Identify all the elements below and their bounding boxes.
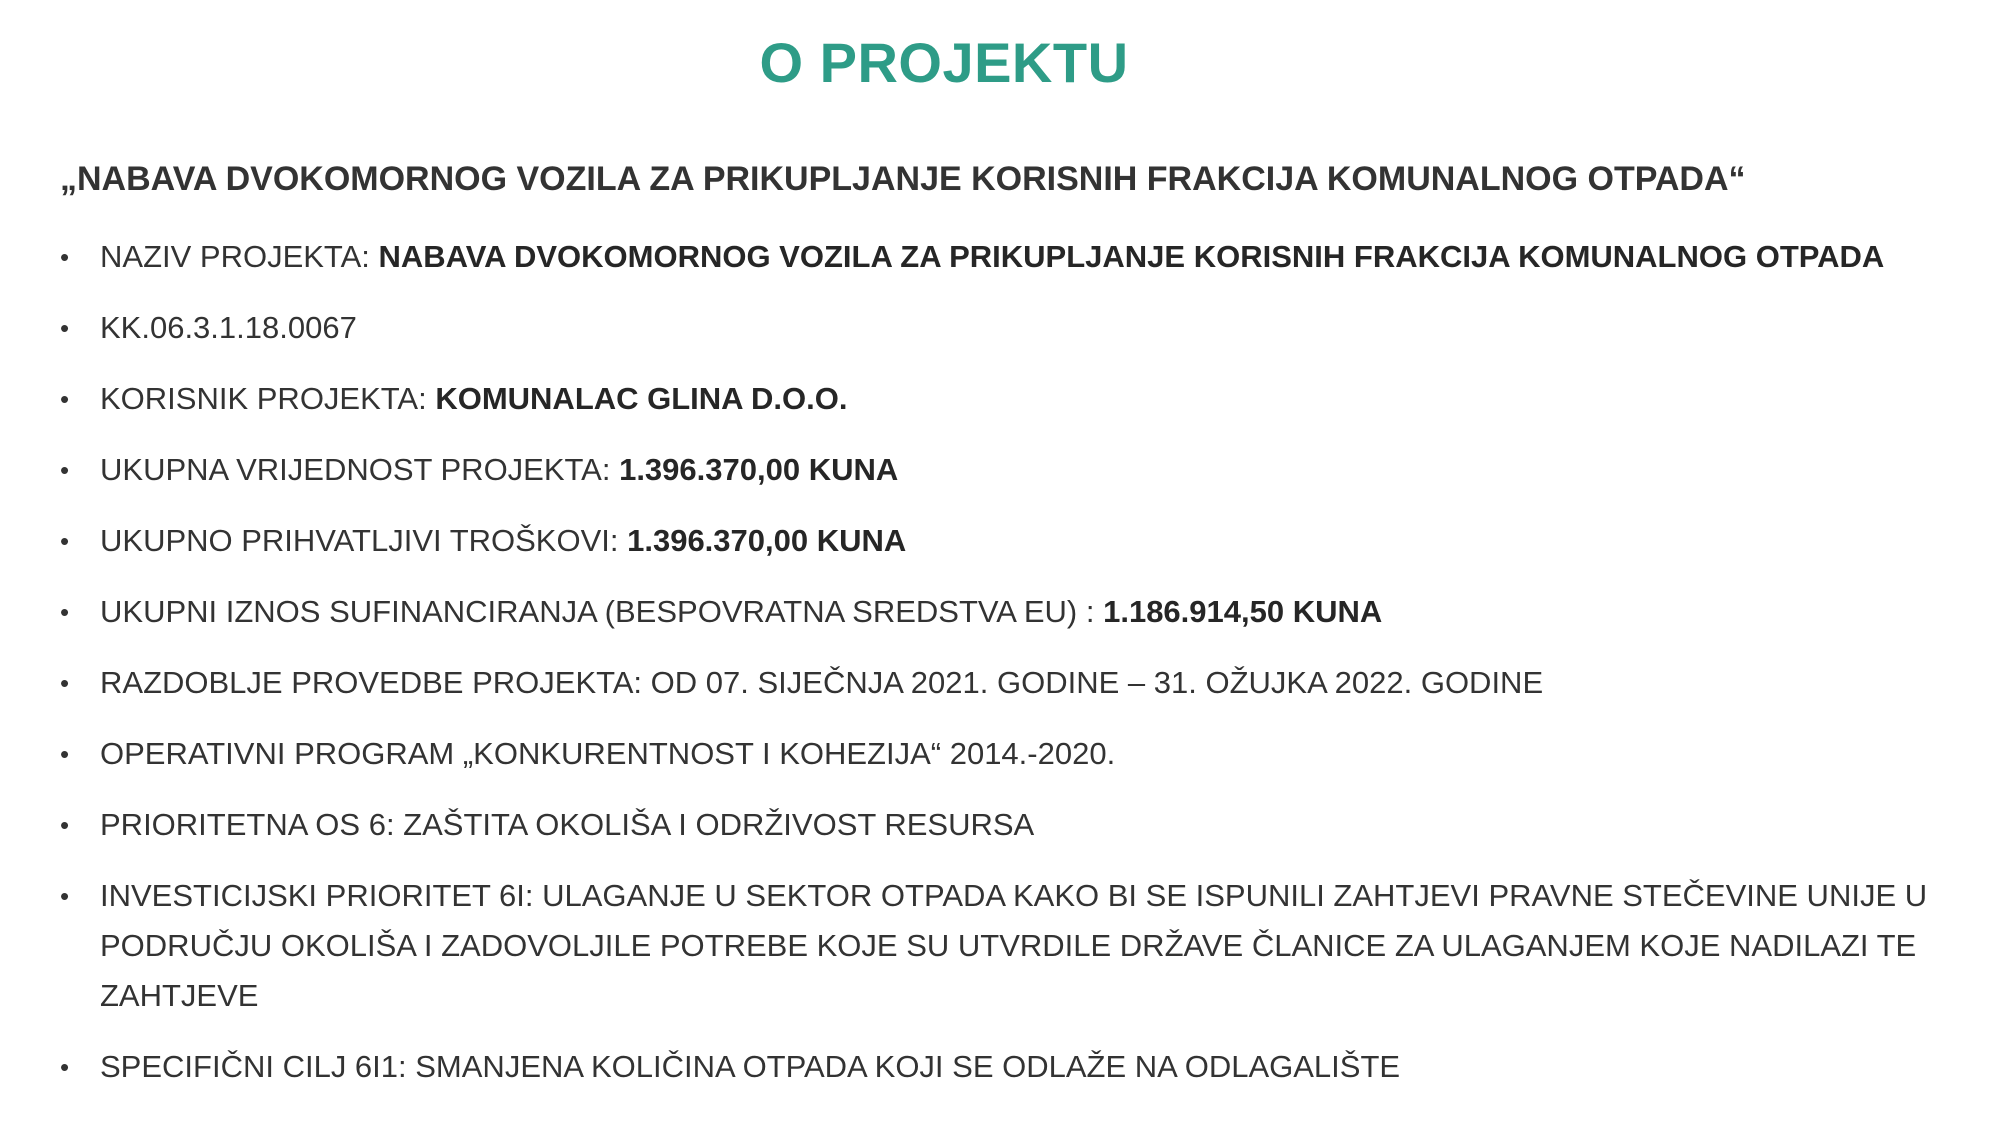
item-label: UKUPNA VRIJEDNOST PROJEKTA:: [100, 452, 620, 487]
list-item-total-value: [60, 445, 1940, 495]
bullet-icon: •: [60, 242, 70, 272]
bullet-icon: •: [60, 597, 70, 627]
list-item-operational-programme: [60, 729, 1940, 779]
item-text: RAZDOBLJE PROVEDBE PROJEKTA: OD 07. SIJEČNJA 2021. GODINE – 31. OŽUJKA 2022. GODINE: [100, 665, 1544, 700]
item-text: KK.06.3.1.18.0067: [100, 310, 357, 345]
item-text: INVESTICIJSKI PRIORITET 6I: ULAGANJE U SEKTOR OTPADA KAKO BI SE ISPUNILI ZAHTJEVI PRAVNE STEČEVINE UNIJE U PODRUČJU OKOLIŠA I ZADOVOLJILE POTREBE KOJE SU UTVRDILE DRŽAVE ČLANICE ZA ULAGANJEM KOJE NADILAZI TE ZAHTJEVE: [100, 878, 1928, 1013]
item-text: SPECIFIČNI CILJ 6I1: SMANJENA KOLIČINA OTPADA KOJI SE ODLAŽE NA ODLAGALIŠTE: [100, 1049, 1401, 1084]
bullet-icon: •: [60, 526, 70, 556]
bullet-icon: •: [60, 668, 70, 698]
item-value: 1.396.370,00 KUNA: [627, 523, 907, 558]
page-title: O PROJEKTU: [759, 31, 1129, 94]
list-item-priority-axis: [60, 800, 1940, 850]
list-item-eligible-costs: [60, 516, 1940, 566]
list-item-beneficiary: [60, 374, 1940, 424]
item-value: 1.186.914,50 KUNA: [1103, 594, 1383, 629]
item-value: NABAVA DVOKOMORNOG VOZILA ZA PRIKUPLJANJE KORISNIH FRAKCIJA KOMUNALNOG OTPADA: [378, 239, 1885, 274]
item-label: KORISNIK PROJEKTA:: [100, 381, 436, 416]
list-item-project-code: [60, 303, 1940, 353]
list-item-investment-priority: [60, 871, 1940, 1021]
item-text: PRIORITETNA OS 6: ZAŠTITA OKOLIŠA I ODRŽIVOST RESURSA: [100, 807, 1035, 842]
item-label: UKUPNI IZNOS SUFINANCIRANJA (BESPOVRATNA SREDSTVA EU) :: [100, 594, 1104, 629]
item-label: NAZIV PROJEKTA:: [100, 239, 379, 274]
list-item-implementation-period: [60, 658, 1940, 708]
item-text: OPERATIVNI PROGRAM „KONKURENTNOST I KOHEZIJA“ 2014.-2020.: [100, 736, 1116, 771]
item-label: UKUPNO PRIHVATLJIVI TROŠKOVI:: [100, 523, 628, 558]
list-item-project-name: [60, 232, 1940, 282]
bullet-icon: •: [60, 881, 70, 911]
item-value: 1.396.370,00 KUNA: [619, 452, 899, 487]
bullet-icon: •: [60, 1052, 70, 1082]
item-value: KOMUNALAC GLINA D.O.O.: [435, 381, 848, 416]
bullet-icon: •: [60, 739, 70, 769]
bullet-icon: •: [60, 384, 70, 414]
bullet-icon: •: [60, 313, 70, 343]
list-item-co-financing: [60, 587, 1940, 637]
project-details-list: [60, 232, 1940, 1113]
project-subtitle: „NABAVA DVOKOMORNOG VOZILA ZA PRIKUPLJANJE KORISNIH FRAKCIJA KOMUNALNOG OTPADA“: [60, 160, 1746, 198]
list-item-specific-objective: [60, 1042, 1940, 1092]
bullet-icon: •: [60, 810, 70, 840]
bullet-icon: •: [60, 455, 70, 485]
